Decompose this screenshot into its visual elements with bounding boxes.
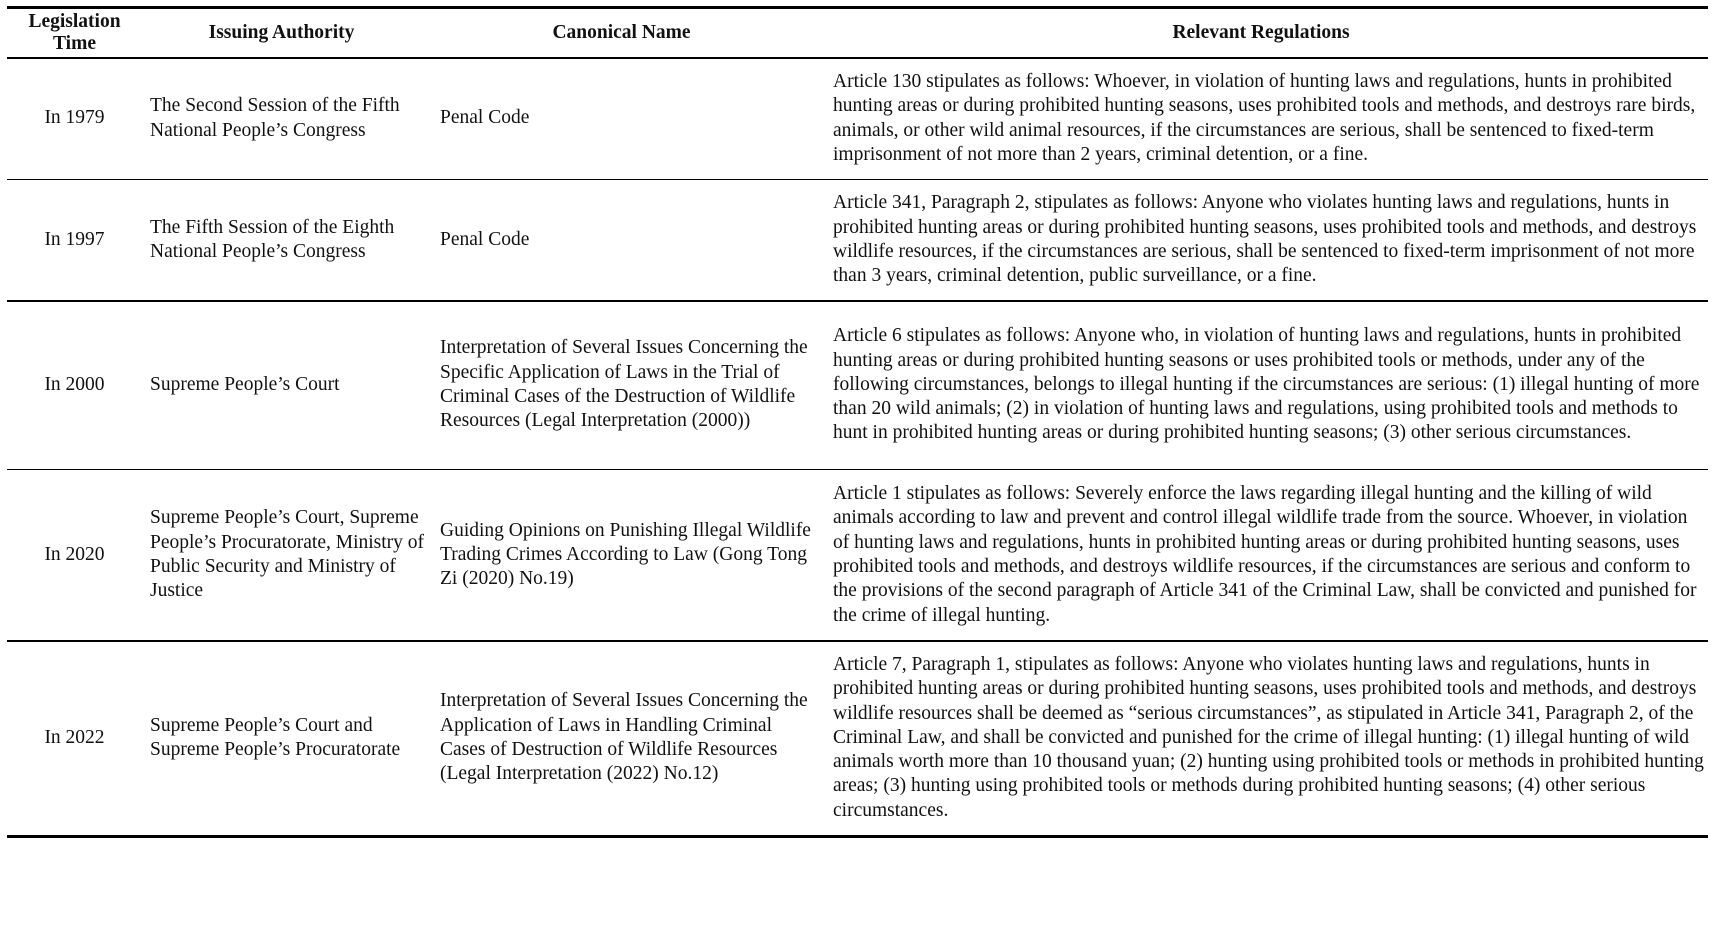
cell-canonical-name: Interpretation of Several Issues Concerning the Application of Laws in Handling Criminal Cases of Destruction of Wildlife Resources (Legal Interpretation (2022) No.12) (440, 690, 808, 785)
header-canonical-name: Canonical Name (552, 22, 691, 43)
cell-relevant-regulations: Article 341, Paragraph 2, stipulates as follows: Anyone who violates hunting laws and regulations, hunts in prohibited hunting areas or during prohibited hunting seasons, uses prohibited tools and methods, and destroys wildlife resources, if the circumstances are serious, shall be sentenced to fixed-term imprisonment of not more than 3 years, criminal detention, public surveillance, or a fine. (833, 192, 1697, 287)
cell-issuing-authority: Supreme People’s Court, Supreme People’s Procuratorate, Ministry of Public Security and Ministry of Justice (150, 507, 425, 602)
cell-legislation-time: In 2020 (44, 543, 105, 565)
header-relevant-regulations: Relevant Regulations (1172, 22, 1350, 43)
cell-relevant-regulations: Article 1 stipulates as follows: Severely enforce the laws regarding illegal hunting and the killing of wild animals according to law and prevent and control illegal wildlife trade from the source. Whoever, in violation of hunting laws and regulations, hunts in prohibited hunting areas or during prohibited hunting seasons, uses prohibited tools and methods, and destroys wildlife resources, if the circumstances are serious and conform to the provisions of the second paragraph of Article 341 of the Criminal Law, shall be convicted and punished for the crime of illegal hunting. (833, 483, 1697, 626)
cell-relevant-regulations: Article 7, Paragraph 1, stipulates as follows: Anyone who violates hunting laws and regulations, hunts in prohibited hunting areas or during prohibited hunting seasons, uses prohibited tools and methods, and destroys wildlife resources shall be deemed as “serious circumstances”, as stipulated in Article 341, Paragraph 2, of the Criminal Law, and shall be convicted and punished for the crime of illegal hunting: (1) illegal hunting of wild animals worth more than 10 thousand yuan; (2) hunting using prohibited tools or methods in prohibited hunting areas; (3) hunting using prohibited tools or methods during prohibited hunting seasons; (4) other serious circumstances. (833, 653, 1704, 821)
table-row (7, 642, 1708, 835)
table-row (7, 180, 1708, 300)
table-row (7, 59, 1708, 179)
cell-canonical-name: Interpretation of Several Issues Concerning the Specific Application of Laws in the Trial of Criminal Cases of the Destruction of Wildlife Resources (Legal Interpretation (2000)) (440, 337, 808, 432)
cell-issuing-authority: The Second Session of the Fifth National People’s Congress (150, 95, 400, 141)
legislation-table (7, 6, 1708, 838)
bottom-rule (7, 835, 1708, 838)
cell-legislation-time: In 2022 (44, 726, 105, 748)
cell-legislation-time: In 2000 (44, 373, 105, 395)
table-row (7, 470, 1708, 640)
cell-legislation-time: In 1997 (44, 228, 105, 250)
cell-issuing-authority: Supreme People’s Court (150, 373, 340, 395)
cell-relevant-regulations: Article 130 stipulates as follows: Whoever, in violation of hunting laws and regulations, hunts in prohibited hunting areas or during prohibited hunting seasons, uses prohibited tools and methods, and destroys rare birds, animals, or other wild animal resources, if the circumstances are serious, shall be sentenced to fixed-term imprisonment of not more than 2 years, criminal detention, or a fine. (833, 70, 1696, 165)
cell-canonical-name: Penal Code (440, 107, 530, 129)
cell-legislation-time: In 1979 (44, 107, 105, 129)
cell-issuing-authority: Supreme People’s Court and Supreme People’s Procuratorate (150, 714, 401, 760)
header-legislation-time: Legislation Time (28, 11, 121, 54)
table-row (7, 302, 1708, 469)
header-issuing-authority: Issuing Authority (208, 22, 355, 43)
cell-canonical-name: Guiding Opinions on Punishing Illegal Wildlife Trading Crimes According to Law (Gong Tong Zi (2020) No.19) (440, 519, 811, 590)
cell-relevant-regulations: Article 6 stipulates as follows: Anyone who, in violation of hunting laws and regulations, hunts in prohibited hunting areas or during prohibited hunting seasons or uses prohibited tools or methods, under any of the following circumstances, belongs to illegal hunting if the circumstances are serious: (1) illegal hunting of more than 20 wild animals; (2) in violation of hunting laws and regulations, using prohibited tools and methods to hunt in prohibited hunting areas or during prohibited hunting seasons; (3) other serious circumstances. (833, 325, 1700, 444)
cell-canonical-name: Penal Code (440, 228, 530, 250)
cell-issuing-authority: The Fifth Session of the Eighth National People’s Congress (150, 216, 395, 262)
table-header-row (7, 9, 1708, 57)
